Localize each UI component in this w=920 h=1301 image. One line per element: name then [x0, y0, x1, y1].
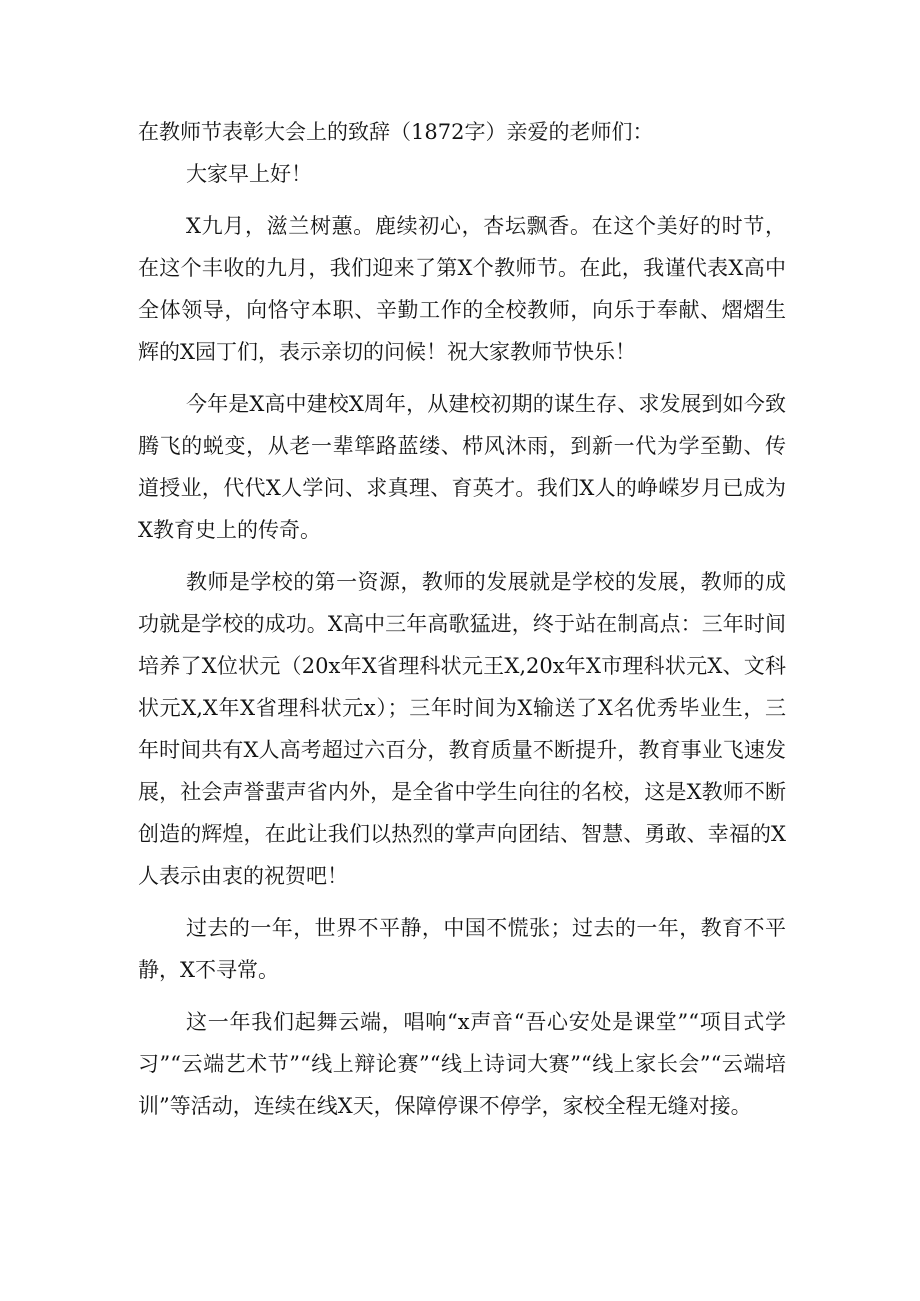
document-title-line: 在教师节表彰大会上的致辞（1872字）亲爱的老师们： [138, 120, 654, 144]
achievements-paragraph: 教师是学校的第一资源，教师的发展就是学校的发展，教师的成功就是学校的成功。X高中三年高歌猛进，终于站在制高点：三年时间培养了X位状元（20x年X省理科状元王X,20x年X市理科状元X、文科状元X,X年X省理科状元x）；三年时间为X输送了X名优秀毕业生，三年时间共有X人高考超过六百分，教育质量不断提升，教育事业飞速发展，社会声誉蜚声省内外，是全省中学生向往的名校，这是X教师不断创造的辉煌，在此让我们以热烈的掌声向团结、智慧、勇敢、幸福的X人表示由衷的祝贺吧！ [138, 570, 786, 888]
online-activities-paragraph: 这一年我们起舞云端，唱响“x声音“吾心安处是课堂”“项目式学习”“云端艺术节”“线上辩论赛”“线上诗词大赛”“线上家长会”“云端培训”等活动，连续在线X天，保障停课不停学，家校全程无缝对接。 [138, 1010, 786, 1118]
opening-paragraph: X九月，滋兰树蕙。鹿续初心，杏坛飘香。在这个美好的时节，在这个丰收的九月，我们迎来了第X个教师节。在此，我谨代表X高中全体领导，向恪守本职、辛勤工作的全校教师，向乐于奉献、熠熠生辉的X园丁们，表示亲切的问候！祝大家教师节快乐！ [138, 214, 786, 364]
anniversary-paragraph: 今年是X高中建校X周年，从建校初期的谋生存、求发展到如今致腾飞的蜕变，从老一辈筚路蓝缕、栉风沐雨，到新一代为学至勤、传道授业，代代X人学问、求真理、育英才。我们X人的峥嵘岁月已成为X教育史上的传奇。 [138, 392, 786, 542]
document-page [138, 111, 786, 1137]
past-year-paragraph: 过去的一年，世界不平静，中国不慌张；过去的一年，教育不平静，X不寻常。 [138, 916, 786, 982]
greeting-paragraph: 大家早上好！ [186, 162, 312, 186]
